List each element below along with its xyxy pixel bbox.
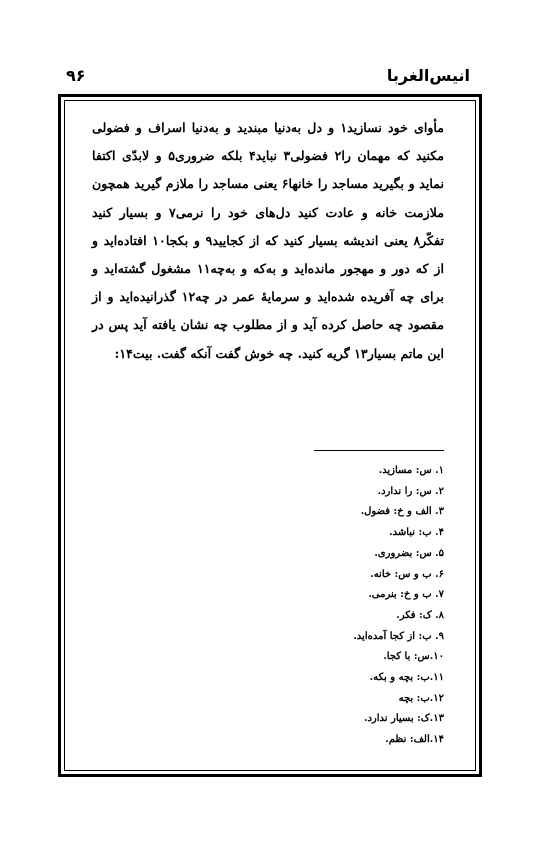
footnote-item: ۱۲.ب: بچه <box>398 692 444 704</box>
main-paragraph: مأوای خود نسازید۱ و دل به‌دنیا مبندید و به‌دنیا اسراف و فضولی مکنید که مهمان را۲ فضولی۳ نباید۴ بلکه ضروری۵ و لابدّی اکتفا نماید و بگیرید مساجد را خانها۶ یعنی مساجد را ملازم گیرید همچون ملازمت خانه و عادت کنید دل‌های خود را نرمی۷ و بسیار کنید تفکّر۸ یعنی اندیشه بسیار کنید که از کجایید۹ و بکجا۱۰ افتاده‌اید و از که دور و مهجور مانده‌اید و به‌که و به‌چه۱۱ مشغول گشته‌اید و برای چه آفریده شده‌اید و سرمایهٔ عمر در چه۱۲ گذرانیده‌اید و از مقصود چه حاصل کرده آید و از مطلوب چه نشان یافته آید پس در این ماتم بسیار۱۳ گریه کنید. چه خوش گفت آنکه گفت. بیت۱۴: <box>92 120 445 361</box>
footnote-item: ۸. ک: فکر. <box>396 609 444 621</box>
main-text-block <box>92 114 444 368</box>
footnote-item: ۱۴.الف: نظم. <box>385 734 444 746</box>
footnotes-list <box>204 461 444 751</box>
footnote-item: ۶. ب و س: خانه. <box>370 568 444 580</box>
footnote-item: ۷. ب و خ: بنرمی. <box>368 589 444 601</box>
footnote-item: ۵. س: بضروری. <box>374 547 444 559</box>
page-number: ۹۶ <box>66 66 86 85</box>
footnote-item: ۱۳.ک: بسیار ندارد. <box>363 713 444 725</box>
footnote-item: ۱. س: مسازید. <box>378 465 444 476</box>
book-title: انیس‌الغربا <box>386 66 470 85</box>
footnote-item: ۱۰.س: با کجا. <box>383 651 444 663</box>
footnote-item: ۹. ب: از کجا آمده‌اید. <box>353 630 444 642</box>
footnote-item: ۲. س: را ندارد. <box>377 485 444 497</box>
footnote-item: ۴. ب: نباشد. <box>389 527 444 539</box>
footnote-separator <box>314 450 444 451</box>
footnote-item: ۱۱.ب: بچه و بکه. <box>369 672 444 684</box>
footnote-item: ۳. الف و خ: فضول. <box>360 506 444 518</box>
